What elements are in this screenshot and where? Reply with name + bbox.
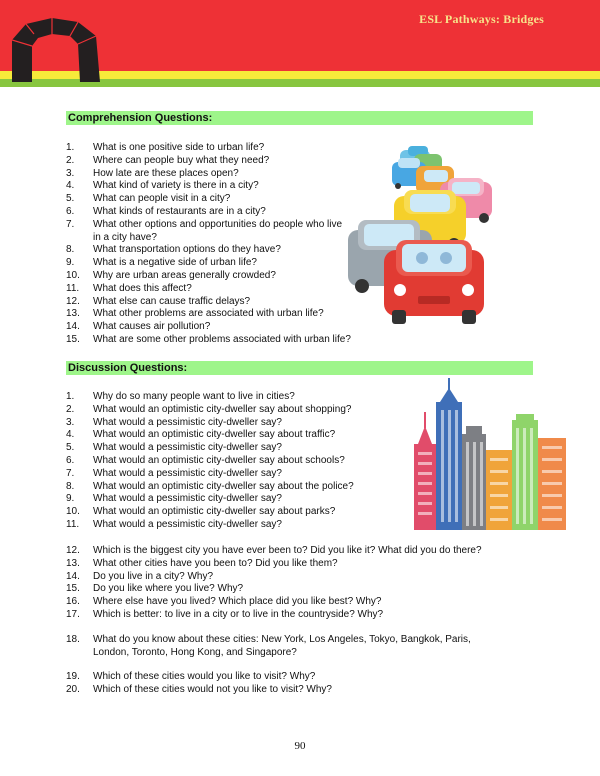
discussion-list-2 (66, 545, 536, 622)
question-item (66, 481, 386, 494)
question-text: Do you like where you live? Why? (93, 583, 244, 595)
question-text: Which is better: to live in a city or to live in the countryside? Why? (93, 608, 384, 620)
question-text: What are some other problems associated with urban life? (93, 333, 351, 345)
question-number: 4. (66, 180, 75, 192)
question-item (66, 429, 386, 442)
comprehension-title: Comprehension Questions: (66, 111, 533, 125)
question-text: Why do so many people want to live in cities? (93, 391, 295, 402)
question-number: 4. (66, 429, 75, 441)
question-item (66, 180, 351, 193)
question-item (66, 270, 351, 283)
question-item (66, 583, 536, 596)
question-item (66, 308, 351, 321)
question-item (66, 455, 386, 468)
question-number: 15. (66, 333, 80, 345)
question-item (66, 609, 536, 622)
header-stripe-gap (0, 87, 600, 91)
question-item (66, 219, 351, 245)
question-number: 17. (66, 608, 80, 620)
discussion-list-4 (66, 671, 506, 697)
question-number: 6. (66, 205, 75, 217)
question-item (66, 168, 351, 181)
question-text: What would a pessimistic city-dweller say? (93, 493, 282, 505)
question-number: 5. (66, 193, 75, 205)
question-item (66, 283, 351, 296)
question-item (66, 442, 386, 455)
question-number: 8. (66, 244, 75, 256)
question-item (66, 142, 351, 155)
tunnel-arch-logo-icon (12, 18, 102, 82)
question-item (66, 155, 351, 168)
question-number: 15. (66, 583, 80, 595)
question-item (66, 634, 506, 660)
question-text: What is a negative side of urban life? (93, 257, 257, 269)
question-number: 14. (66, 570, 80, 582)
question-number: 13. (66, 557, 80, 569)
question-number: 19. (66, 671, 80, 682)
question-item (66, 468, 386, 481)
question-item (66, 206, 351, 219)
question-text: Why are urban areas generally crowded? (93, 269, 276, 281)
traffic-jam-illustration (342, 146, 498, 326)
question-number: 8. (66, 480, 75, 492)
question-text: What kinds of restaurants are in a city? (93, 205, 266, 217)
question-item (66, 257, 351, 270)
discussion-list-3 (66, 634, 506, 660)
question-text: What would a pessimistic city-dweller say? (93, 442, 282, 454)
question-text: How late are these places open? (93, 167, 239, 179)
question-item (66, 519, 386, 532)
question-number: 20. (66, 683, 80, 695)
question-item (66, 671, 506, 684)
question-text: What other cities have you been to? Did you like them? (93, 557, 338, 569)
question-number: 5. (66, 442, 75, 454)
question-text: Which of these cities would you like to visit? Why? (93, 671, 316, 682)
question-number: 3. (66, 167, 75, 179)
question-text: What else can cause traffic delays? (93, 295, 251, 307)
question-text: What other options and opportunities do people who live in a city have? (93, 218, 343, 243)
question-item (66, 321, 351, 334)
question-number: 7. (66, 467, 75, 479)
question-item (66, 596, 536, 609)
question-item (66, 417, 386, 430)
question-item (66, 193, 351, 206)
question-text: What would an optimistic city-dweller say about shopping? (93, 403, 352, 415)
question-text: What do you know about these cities: New York, Los Angeles, Tokyo, Bangkok, Paris, London, Toronto, Hong Kong, and Singapore? (93, 634, 471, 658)
question-number: 10. (66, 269, 80, 281)
question-item (66, 404, 386, 417)
question-number: 13. (66, 308, 80, 320)
question-number: 10. (66, 506, 80, 518)
question-item (66, 506, 386, 519)
question-item (66, 493, 386, 506)
question-text: Where else have you lived? Which place did you like best? Why? (93, 596, 382, 608)
question-item (66, 571, 536, 584)
question-item (66, 244, 351, 257)
question-number: 1. (66, 142, 75, 153)
question-item (66, 391, 386, 404)
question-item (66, 545, 536, 558)
question-text: What would an optimistic city-dweller say about the police? (93, 480, 354, 492)
question-number: 9. (66, 493, 75, 505)
question-number: 12. (66, 295, 80, 307)
question-text: Do you live in a city? Why? (93, 570, 214, 582)
brand-title: ESL Pathways: Bridges (419, 12, 544, 26)
city-skyline-illustration (412, 378, 568, 532)
question-text: What is one positive side to urban life? (93, 142, 265, 153)
page-number: 90 (294, 740, 306, 752)
question-number: 2. (66, 403, 75, 415)
question-text: What would a pessimistic city-dweller say? (93, 416, 282, 428)
question-text: What can people visit in a city? (93, 193, 231, 205)
question-text: What would an optimistic city-dweller say about parks? (93, 506, 336, 518)
question-text: What causes air pollution? (93, 321, 211, 333)
question-text: What does this affect? (93, 282, 192, 294)
comprehension-list (66, 142, 351, 347)
question-text: What other problems are associated with urban life? (93, 308, 324, 320)
question-text: What would a pessimistic city-dweller say? (93, 518, 282, 530)
question-number: 1. (66, 391, 75, 402)
question-item (66, 558, 536, 571)
question-item (66, 334, 351, 347)
question-text: Which is the biggest city you have ever been to? Did you like it? What did you do there? (93, 545, 482, 556)
question-text: What would an optimistic city-dweller say about traffic? (93, 429, 336, 441)
question-text: What kind of variety is there in a city? (93, 180, 259, 192)
question-item (66, 684, 506, 697)
question-number: 6. (66, 454, 75, 466)
question-text: Where can people buy what they need? (93, 154, 270, 166)
question-number: 9. (66, 257, 75, 269)
question-number: 14. (66, 321, 80, 333)
question-number: 11. (66, 282, 80, 294)
question-item (66, 296, 351, 309)
question-number: 7. (66, 218, 75, 230)
question-number: 11. (66, 518, 80, 530)
question-number: 18. (66, 634, 80, 645)
discussion-list-1 (66, 391, 386, 532)
discussion-title: Discussion Questions: (66, 361, 533, 375)
question-text: What would a pessimistic city-dweller say? (93, 467, 282, 479)
question-text: What transportation options do they have? (93, 244, 281, 256)
question-number: 12. (66, 545, 80, 556)
question-text: Which of these cities would not you like to visit? Why? (93, 683, 332, 695)
question-number: 16. (66, 596, 80, 608)
question-text: What would an optimistic city-dweller say about schools? (93, 454, 345, 466)
question-number: 2. (66, 154, 75, 166)
question-number: 3. (66, 416, 75, 428)
